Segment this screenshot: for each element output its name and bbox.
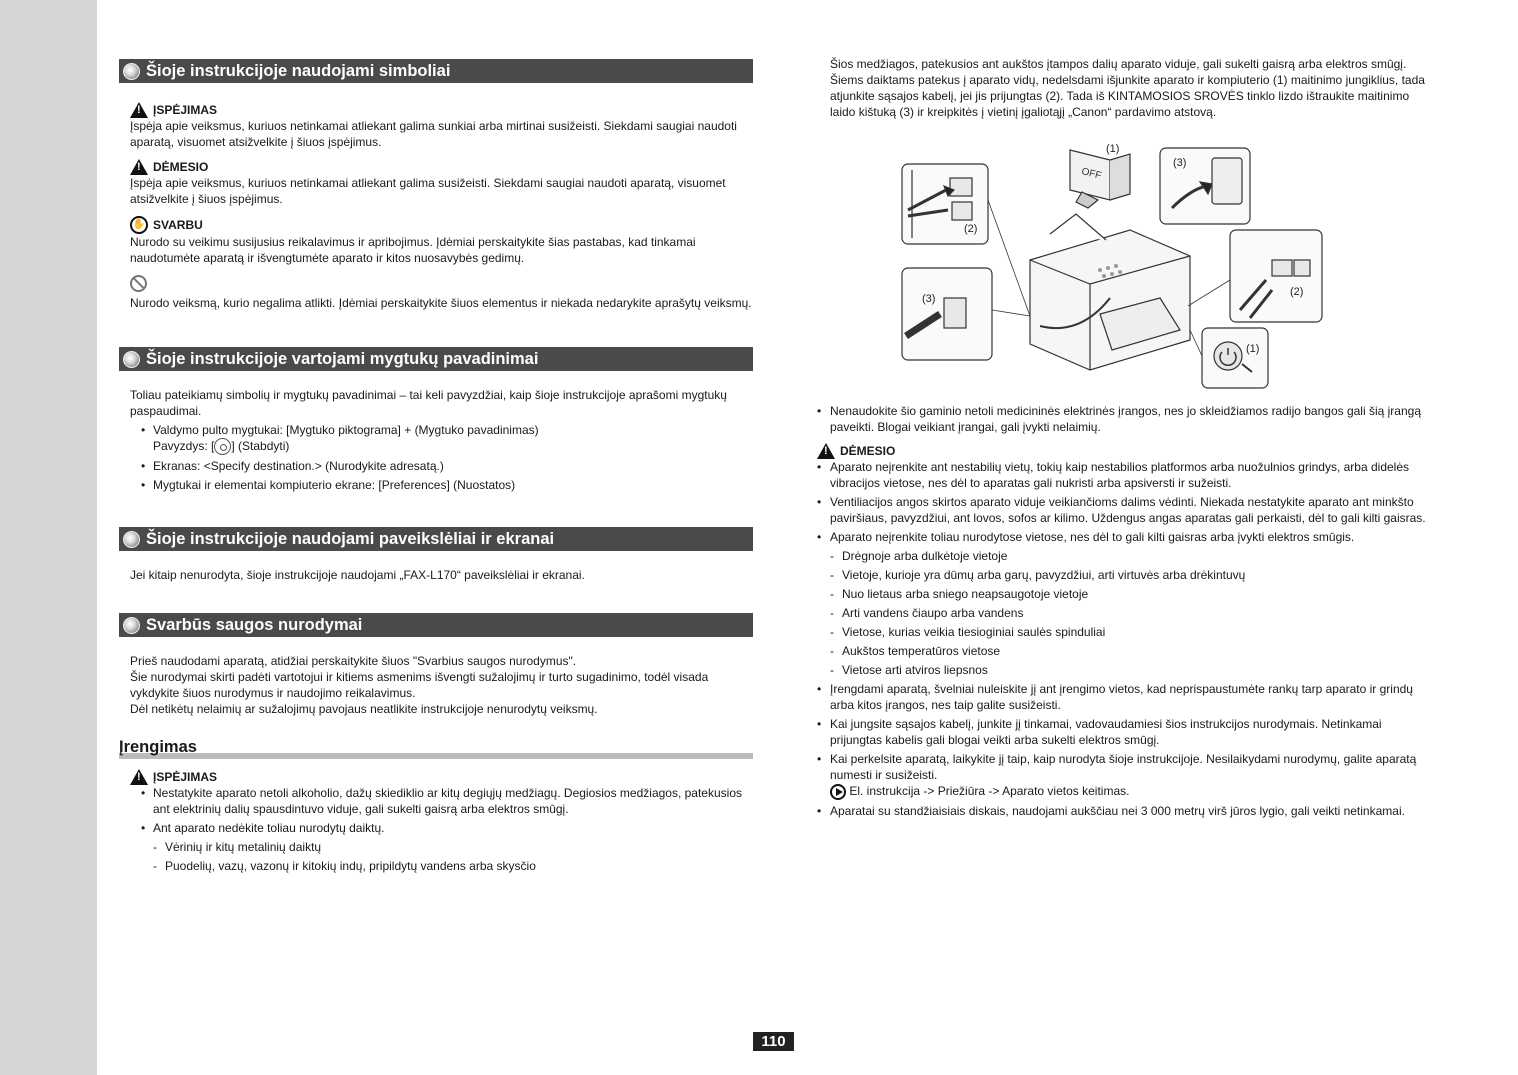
warning-label: ! ĮSPĖJIMAS	[130, 769, 753, 785]
list-item: • Nestatykite aparato netoli alkoholio, dažų skiediklio ar kitų degiųjų medžiagų. Degiosios medžiagos, patekusios ant elektrinių dalių spausdintuvo viduje, gali sukelti gaisrą arba elektros smūgį.	[119, 785, 753, 817]
section-heading-images	[119, 527, 753, 551]
right-column	[817, 56, 1433, 120]
list-item: - Vietose, kurias veikia tiesioginiai saulės spinduliai	[817, 624, 1433, 640]
figure-label: (3)	[1173, 157, 1187, 169]
hand-icon: ✋	[130, 216, 148, 234]
list-item: - Drėgnoje arba dulkėtoje vietoje	[817, 548, 1433, 564]
printer-unplug-diagram	[900, 130, 1324, 390]
warning-triangle-icon	[817, 443, 835, 459]
heading-bullet-icon	[123, 617, 140, 634]
safety-line: Šie nurodymai skirti padėti vartotojui ir kitiems asmenims išvengti sužalojimų ir turto sugadinimo, todėl visada vykdykite šiuos nurodymus ir naudojimo reikalavimus.	[130, 670, 709, 701]
button-names-intro: Toliau pateikiamų simbolių ir mygtukų pavadinimai – tai keli pavyzdžiai, kaip šioje instrukcijoje aprašomi mygtukų paspaudimai.	[130, 388, 727, 418]
list-item: - Nuo lietaus arba sniego neapsaugotoje vietoje	[817, 586, 1433, 602]
unplug-illustration	[900, 130, 1324, 390]
caution-list-continued	[817, 681, 1433, 819]
prohibition-description: Nurodo veiksmą, kurio negalima atlikti. Įdėmiai perskaitykite šiuos elementus ir niekada nedarykite aprašytų veiksmų.	[130, 296, 752, 310]
list-item: - Arti vandens čiaupo arba vandens	[817, 605, 1433, 621]
flammable-warning-text: Šios medžiagos, patekusios ant aukštos įtampos dalių aparato viduje, gali sukelti gaisrą arba elektros smūgį. Šiems daiktams patekus į aparato vidų, nedelsdami išjunkite aparato ir kompiuterio (1) maitinimo jungiklius, tada atjunkite sąsajos kabelį, jei jis prijungtas (2). Tada iš KINTAMOSIOS SROVĖS tinklo lizdo ištraukite maitinimo laido kištuką (3) ir kreipkitės į vietinį įgaliotąjį „Canon“ pardavimo atstovą.	[830, 57, 1425, 119]
figure-label: (1)	[1106, 143, 1120, 155]
warning-triangle-icon	[130, 159, 148, 175]
list-item: • Ant aparato nedėkite toliau nurodytų daiktų.	[119, 820, 753, 836]
off-label: OFF	[1080, 166, 1103, 182]
section-title: Svarbūs saugos nurodymai	[146, 616, 363, 635]
list-item: • Ventiliacijos angos skirtos aparato viduje veikiančioms dalims vėdinti. Niekada nestatykite aparato ant minkšto paviršiaus, pavyzdžiui, ant lovos, sofos ar kilimo. Uždengus angas aparatas gali perkaisti, dėl to gali kilti gaisras.	[817, 494, 1433, 526]
list-item: - Vietoje, kurioje yra dūmų arba garų, pavyzdžiui, arti virtuvės arba drėkintuvų	[817, 567, 1433, 583]
section-heading-symbols	[119, 59, 753, 83]
installation-heading: Įrengimas	[119, 737, 753, 759]
button-names-list	[119, 422, 753, 493]
prohibition-icon	[130, 275, 147, 292]
installation-sub-list	[119, 839, 753, 874]
list-item: • Aparato neįrenkite ant nestabilių vietų, tokių kaip nestabilios platformos arba nuožulnios grindys, arba didelės vibracijos vietose, nes dėl to aparatas gali nukristi arba apsiversti ir sužeisti.	[817, 459, 1433, 491]
heading-bullet-icon	[123, 63, 140, 80]
list-item: - Vietose arti atviros liepsnos	[817, 662, 1433, 678]
heading-bullet-icon	[123, 351, 140, 368]
warning-triangle-icon	[130, 102, 148, 118]
heading-bullet-icon	[123, 531, 140, 548]
list-item: - Aukštos temperatūros vietose	[817, 643, 1433, 659]
list-item: - Vėrinių ir kitų metalinių daiktų	[119, 839, 753, 855]
list-item: • Ekranas: <Specify destination.> (Nurodykite adresatą.)	[119, 458, 753, 474]
list-item: • Kai jungsite sąsajos kabelį, junkite jį tinkamai, vadovaudamiesi šios instrukcijos nurodymais. Netinkamai prijungtas kabelis gali blogai veikti arba sukelti elektros smūgį.	[817, 716, 1433, 748]
heading-underline	[119, 753, 753, 759]
section-heading-safety	[119, 613, 753, 637]
figure-label: (2)	[964, 223, 978, 235]
page-margin-sidebar	[0, 0, 97, 1075]
warning-triangle-icon	[130, 769, 148, 785]
caution-label: ! DĖMESIO	[130, 159, 753, 175]
medical-equipment-list	[817, 403, 1433, 435]
list-item: - Puodelių, vazų, vazonų ir kitokių indų, pripildytų vandens arba skysčio	[119, 858, 753, 874]
warning-label: ! ĮSPĖJIMAS	[130, 102, 753, 118]
caution-list	[817, 459, 1433, 545]
list-item: • Aparato neįrenkite toliau nurodytose vietose, nes dėl to gali kilti gaisras arba įvykti elektros smūgis.	[817, 529, 1433, 545]
reference-arrow-icon	[830, 784, 846, 800]
important-label: ✋ SVARBU	[130, 216, 753, 234]
important-description: Nurodo su veikimu susijusius reikalavimus ir apribojimus. Įdėmiai perskaitykite šias pastabas, kad tinkamai naudotumėte aparatą ir išvengtumėte aparato ir kitos nuosavybės gedimų.	[130, 235, 696, 265]
images-description: Jei kitaip nenurodyta, šioje instrukcijoje naudojami „FAX-L170“ paveikslėliai ir ekranai.	[130, 568, 585, 583]
list-item: • Nenaudokite šio gaminio netoli medicininės elektrinės įrangos, nes jo skleidžiamos radijo bangos gali šią įrangą paveikti. Blogai veikiant įrangai, gali įvykti nelaimių.	[817, 403, 1433, 435]
left-column	[119, 59, 753, 877]
section-title: Šioje instrukcijoje naudojami simboliai	[146, 62, 451, 80]
section-title: Šioje instrukcijoje naudojami paveikslėliai ir ekranai	[146, 530, 555, 549]
safety-line: Dėl netikėtų nelaimių ar sužalojimų pavojaus neatlikite instrukcijoje nenurodytų veiksmų.	[130, 702, 598, 717]
list-item: • Mygtukai ir elementai kompiuterio ekrane: [Preferences] (Nuostatos)	[119, 477, 753, 493]
installation-warning-list	[119, 785, 753, 836]
right-column-lower	[817, 403, 1433, 822]
warning-description: Įspėja apie veiksmus, kuriuos netinkamai atliekant galima sunkiai arba mirtinai susižeisti. Siekdami saugiai naudoti aparatą, visuomet atsižvelkite į šiuos įspėjimus.	[130, 119, 737, 149]
list-item: • Aparatai su standžiaisiais diskais, naudojami aukščiau nei 3 000 metrų virš jūros lygio, gali veikti netinkamai.	[817, 803, 1433, 819]
figure-label: (1)	[1246, 343, 1260, 355]
caution-label: ! DĖMESIO	[817, 443, 1433, 459]
caution-description: Įspėja apie veiksmus, kuriuos netinkamai atliekant galima susižeisti. Siekdami saugiai naudoti aparatą, visuomet atsižvelkite į šiuos įspėjimus.	[130, 176, 726, 206]
list-item: • Valdymo pulto mygtukai: [Mygtuko piktograma] + (Mygtuko pavadinimas) Pavyzdys: [ ] (Stabdyti)	[119, 422, 753, 455]
safety-line: Prieš naudodami aparatą, atidžiai perskaitykite šiuos "Svarbius saugos nurodymus".	[130, 654, 577, 669]
list-item: • Įrengdami aparatą, švelniai nuleiskite jį ant įrengimo vietos, kad neprispaustumėte rankų tarp aparato ir grindų arba kitos įrangos, nes taip galite susižeisti.	[817, 681, 1433, 713]
manual-reference: El. instrukcija -> Priežiūra -> Aparato vietos keitimas.	[849, 784, 1130, 798]
section-heading-button-names	[119, 347, 753, 371]
page-number: 110	[753, 1032, 794, 1051]
figure-label: (3)	[922, 293, 936, 305]
list-item: • Kai perkelsite aparatą, laikykite jį taip, kaip nurodyta šioje instrukcijoje. Nesilaikydami nurodymų, galite aparatą numesti ir susižeisti. El. instrukcija -> Priežiūra -> Aparato vietos keitimas.	[817, 751, 1433, 800]
section-title: Šioje instrukcijoje vartojami mygtukų pavadinimai	[146, 350, 539, 368]
figure-label: (2)	[1290, 286, 1304, 298]
location-sub-list	[817, 548, 1433, 678]
stop-button-icon	[214, 438, 231, 455]
